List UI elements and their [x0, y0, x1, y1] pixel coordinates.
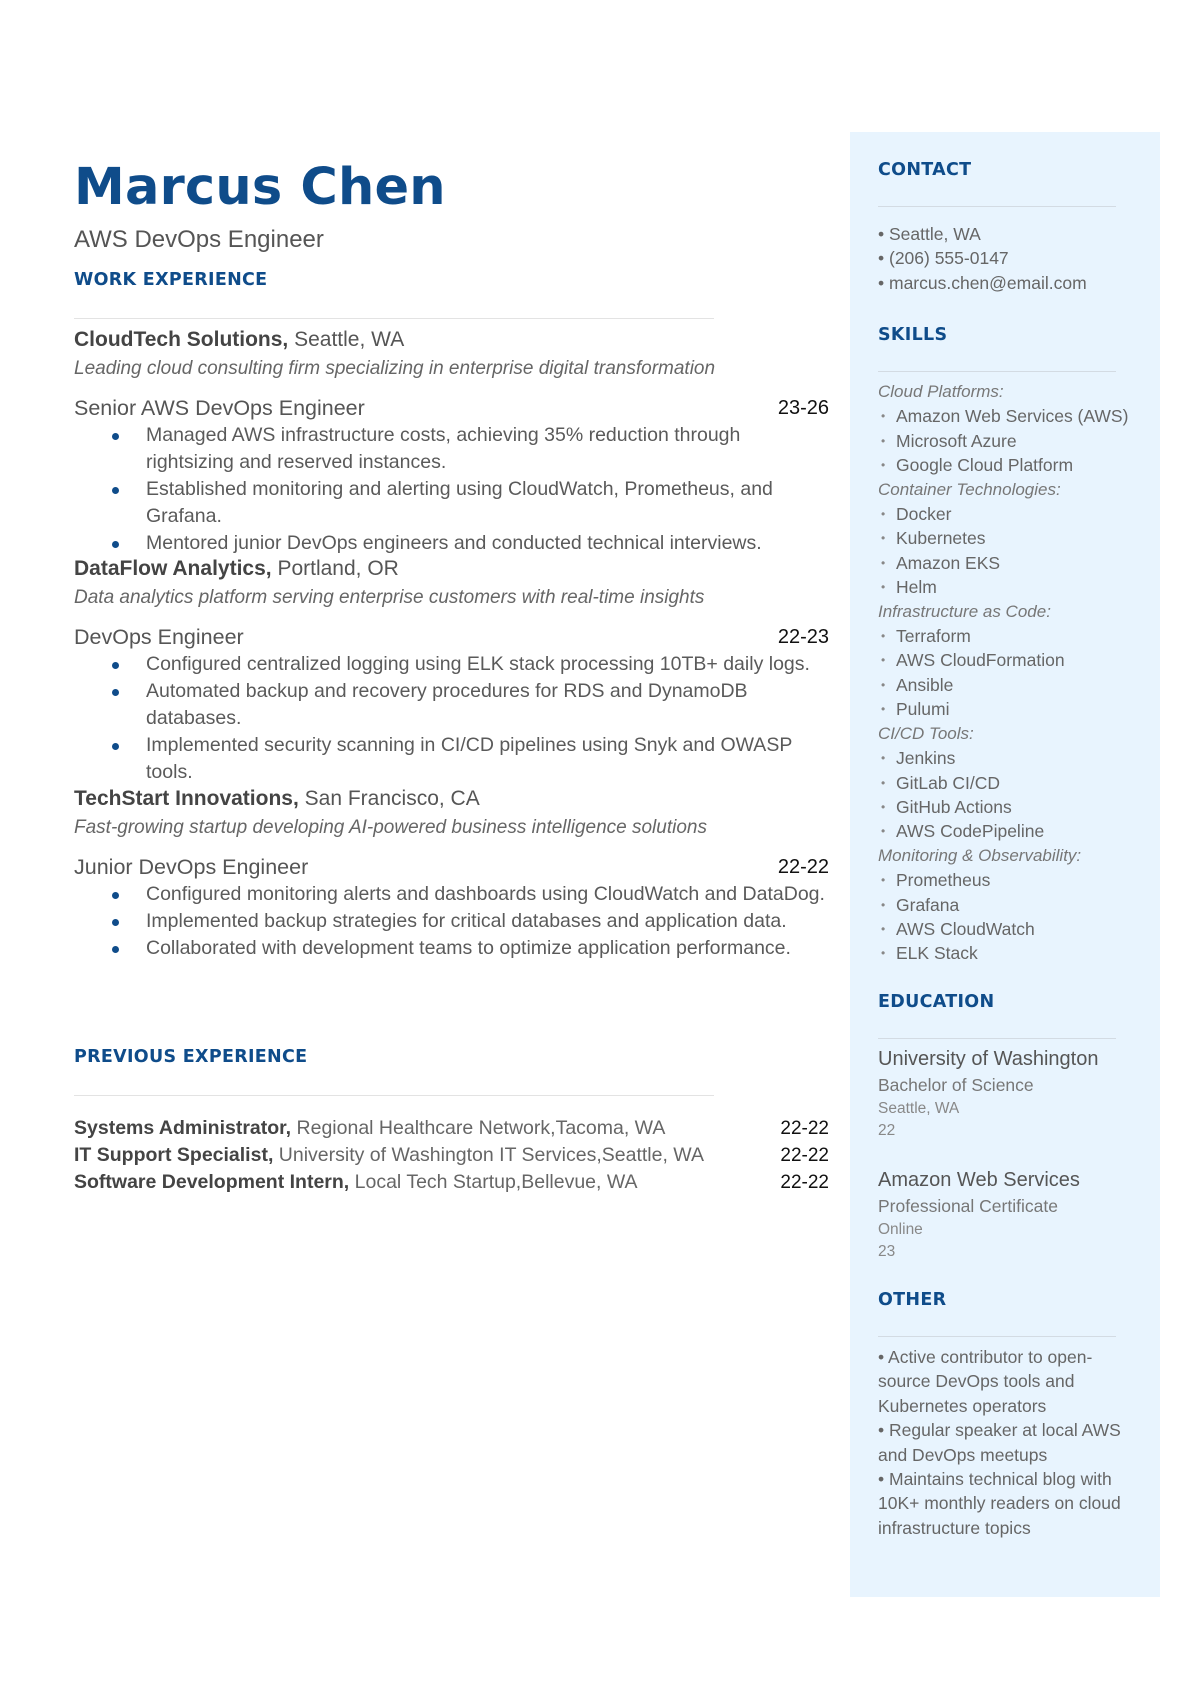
job-entry [74, 326, 829, 557]
education-heading: EDUCATION [878, 992, 995, 1012]
education-location: Seattle, WA [878, 1100, 960, 1117]
previous-experience-divider [74, 1095, 714, 1096]
previous-org: Local Tech Startup,Bellevue, WA [349, 1171, 638, 1193]
role-row [74, 853, 829, 881]
company-location: Seattle, WA [288, 328, 405, 351]
role-row [74, 394, 829, 422]
company-description: Leading cloud consulting firm specializing in enterprise digital transformation [74, 358, 716, 379]
job-bullets [74, 422, 829, 557]
skill-category: Infrastructure as Code: [878, 601, 1051, 621]
education-entry [878, 1046, 1148, 1142]
other-item: • Maintains technical blog with 10K+ monthly readers on cloud infrastructure topics [878, 1469, 1121, 1538]
job-bullets [74, 881, 829, 962]
contact-location: • Seattle, WA [878, 224, 981, 244]
other-item: • Active contributor to open-source DevOps tools and Kubernetes operators [878, 1347, 1093, 1416]
other-heading: OTHER [878, 1290, 947, 1310]
education-degree: Bachelor of Science [878, 1075, 1034, 1095]
job-role: Junior DevOps Engineer [74, 855, 309, 879]
previous-dates: 22-22 [780, 1172, 829, 1193]
skill-item: • Helm [878, 575, 1148, 599]
bullet-dot-icon [112, 892, 119, 899]
bullet-dot-icon [112, 433, 119, 440]
skill-category: Monitoring & Observability: [878, 845, 1082, 865]
company-name: DataFlow Analytics, [74, 557, 272, 580]
skill-category: Cloud Platforms: [878, 382, 1004, 401]
job-dates: 22-23 [777, 626, 829, 648]
contact-divider [878, 206, 1116, 207]
previous-org: Regional Healthcare Network,Tacoma, WA [291, 1117, 666, 1139]
skill-item: • Amazon Web Services (AWS) [878, 404, 1148, 428]
contact-phone: • (206) 555-0147 [878, 248, 1009, 269]
contact-email: • marcus.chen@email.com [878, 272, 1087, 293]
skills-heading: SKILLS [878, 325, 948, 345]
skill-item: • Prometheus [878, 868, 1148, 892]
job-bullet: Implemented backup strategies for critical databases and application data. [74, 908, 829, 935]
contact-heading: CONTACT [878, 160, 972, 180]
company-line [74, 326, 829, 354]
previous-experience-heading: PREVIOUS EXPERIENCE [74, 1047, 308, 1067]
company-name: TechStart Innovations, [74, 787, 299, 810]
company-description: Fast-growing startup developing AI-powered business intelligence solutions [74, 817, 707, 838]
skill-item: • Grafana [878, 893, 1148, 917]
skills-divider [878, 371, 1116, 372]
skill-item: • Ansible [878, 673, 1148, 697]
skill-item: • Pulumi [878, 697, 1148, 721]
job-role: DevOps Engineer [74, 625, 244, 649]
previous-role: IT Support Specialist, [74, 1144, 274, 1166]
work-experience-heading: WORK EXPERIENCE [74, 270, 268, 290]
job-entry [74, 555, 829, 786]
skill-item: • Terraform [878, 624, 1148, 648]
skill-item: • ELK Stack [878, 941, 1148, 965]
job-bullet: Configured monitoring alerts and dashboards using CloudWatch and DataDog. [74, 881, 829, 908]
job-entry [74, 785, 829, 962]
education-institution: Amazon Web Services [878, 1169, 1080, 1191]
previous-dates: 22-22 [780, 1118, 829, 1139]
skill-item: • GitHub Actions [878, 795, 1148, 819]
previous-role: Software Development Intern, [74, 1171, 350, 1193]
candidate-title: AWS DevOps Engineer [74, 226, 324, 253]
education-year: 22 [878, 1122, 896, 1139]
education-location: Online [878, 1221, 923, 1238]
previous-role-row [74, 1115, 829, 1142]
bullet-dot-icon [112, 487, 119, 494]
company-line [74, 785, 829, 813]
skill-item: • Jenkins [878, 746, 1148, 770]
job-bullet: Managed AWS infrastructure costs, achieving 35% reduction through rightsizing and reserved instances. [74, 422, 829, 476]
skill-item: • AWS CodePipeline [878, 819, 1148, 843]
skill-item: • AWS CloudFormation [878, 648, 1148, 672]
skills-list [878, 380, 1148, 966]
bullet-dot-icon [112, 662, 119, 669]
other-list [878, 1345, 1128, 1540]
role-row [74, 623, 829, 651]
skill-category: Container Technologies: [878, 479, 1061, 499]
skill-category: CI/CD Tools: [878, 723, 974, 743]
other-divider [878, 1336, 1116, 1337]
skill-item: • Kubernetes [878, 526, 1148, 550]
skill-item: • Docker [878, 502, 1148, 526]
job-bullet: Mentored junior DevOps engineers and conducted technical interviews. [74, 530, 829, 557]
bullet-dot-icon [112, 689, 119, 696]
skill-item: • GitLab CI/CD [878, 771, 1148, 795]
other-item: • Regular speaker at local AWS and DevOps meetups [878, 1420, 1121, 1465]
bullet-dot-icon [112, 743, 119, 750]
skill-item: • Google Cloud Platform [878, 453, 1148, 477]
bullet-dot-icon [112, 541, 119, 548]
education-divider [878, 1038, 1116, 1039]
contact-list [878, 222, 1148, 295]
job-bullet: Configured centralized logging using ELK stack processing 10TB+ daily logs. [74, 651, 829, 678]
company-description: Data analytics platform serving enterprise customers with real-time insights [74, 587, 705, 608]
previous-dates: 22-22 [780, 1145, 829, 1166]
bullet-dot-icon [112, 919, 119, 926]
job-dates: 23-26 [777, 397, 829, 419]
previous-org: University of Washington IT Services,Seattle, WA [273, 1144, 704, 1166]
bullet-dot-icon [112, 946, 119, 953]
skill-item: • Amazon EKS [878, 551, 1148, 575]
company-location: San Francisco, CA [298, 787, 480, 810]
job-bullet: Automated backup and recovery procedures for RDS and DynamoDB databases. [74, 678, 829, 732]
job-role: Senior AWS DevOps Engineer [74, 396, 365, 420]
previous-role-row [74, 1142, 829, 1169]
company-location: Portland, OR [271, 557, 399, 580]
job-dates: 22-22 [777, 856, 829, 878]
education-degree: Professional Certificate [878, 1196, 1058, 1216]
job-bullet: Established monitoring and alerting using CloudWatch, Prometheus, and Grafana. [74, 476, 829, 530]
job-bullet: Implemented security scanning in CI/CD pipelines using Snyk and OWASP tools. [74, 732, 829, 786]
work-experience-divider [74, 318, 714, 319]
skill-item: • AWS CloudWatch [878, 917, 1148, 941]
education-entry [878, 1167, 1148, 1263]
job-bullet: Collaborated with development teams to optimize application performance. [74, 935, 829, 962]
job-bullets [74, 651, 829, 786]
sidebar [850, 132, 1160, 1597]
education-institution: University of Washington [878, 1048, 1099, 1070]
company-name: CloudTech Solutions, [74, 328, 289, 351]
previous-role-row [74, 1169, 829, 1196]
education-year: 23 [878, 1243, 896, 1260]
previous-role: Systems Administrator, [74, 1117, 292, 1139]
candidate-name: Marcus Chen [74, 158, 446, 217]
company-line [74, 555, 829, 583]
skill-item: • Microsoft Azure [878, 429, 1148, 453]
